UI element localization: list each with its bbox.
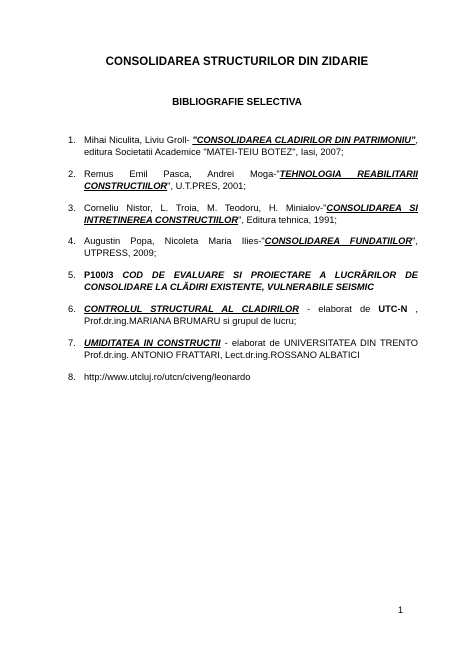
bibliography-list (68, 135, 418, 394)
entry-authors: Mihai Niculita, Liviu Groll- (84, 135, 193, 145)
entry-connector: - elaborat de (299, 304, 379, 315)
entry-publication: ", Editura tehnica, 1991; (238, 214, 338, 225)
entry-title: COD DE EVALUARE SI PROIECTARE A LUCRĂRILOR DE CONSOLIDARE LA CLĂDIRI EXISTENTE, VULNERABILE SEISMIC (84, 270, 418, 293)
bibliography-entry (68, 372, 418, 384)
entry-number: 7. (68, 337, 76, 348)
entry-title: "CONSOLIDAREA CLADIRILOR DIN PATRIMONIU" (192, 135, 416, 145)
bibliography-entry (68, 338, 418, 362)
entry-authors: Augustin Popa, Nicoleta Maria Ilies-" (84, 236, 265, 247)
entry-publication: , Prof.dr.ing.MARIANA BRUMARU si grupul de lucru; (84, 304, 418, 326)
entry-title: CONTROLUL STRUCTURAL AL CLADIRILOR (84, 304, 300, 315)
bibliography-entry (68, 236, 418, 260)
entry-link[interactable]: http://www.utcluj.ro/utcn/civeng/leonardo (84, 371, 251, 382)
bibliography-entry (68, 270, 418, 294)
entry-number: 1. (68, 135, 76, 145)
section-heading: BIBLIOGRAFIE SELECTIVA (172, 97, 302, 108)
entry-number: 4. (68, 236, 76, 247)
entry-number: 3. (68, 202, 76, 213)
entry-authors: Remus Emil Pasca, Andrei Moga-" (84, 168, 280, 179)
bibliography-entry (68, 304, 418, 328)
entry-title: UMIDITATEA IN CONSTRUCTII (84, 337, 221, 348)
entry-publication: - elaborat de UNIVERSITATEA DIN TRENTO Prof.dr.ing. ANTONIO FRATTARI, Lect.dr.ing.ROSSANO ALBATICI (84, 337, 418, 360)
entry-title: TEHNOLOGIA REABILITARII CONSTRUCTIILOR (84, 168, 418, 191)
bibliography-entry (68, 135, 418, 159)
entry-publication: ", UTPRESS, 2009; (84, 236, 418, 259)
entry-number: 8. (68, 371, 76, 382)
entry-code: P100/3 (84, 270, 123, 281)
bibliography-entry (68, 169, 418, 193)
entry-number: 5. (68, 270, 76, 281)
page-number: 1 (398, 605, 404, 615)
entry-title: CONSOLIDAREA FUNDATIILOR (264, 236, 413, 247)
entry-number: 6. (68, 304, 76, 315)
entry-number: 2. (68, 168, 76, 179)
entry-organization: UTC-N (378, 304, 408, 315)
document-title: CONSOLIDAREA STRUCTURILOR DIN ZIDARIE (105, 56, 369, 68)
entry-publication: ", U.T.PRES, 2001; (167, 180, 246, 191)
entry-publication: , editura Societatii Academice "MATEI-TEIU BOTEZ", Iasi, 2007; (84, 135, 418, 157)
entry-authors: Corneliu Nistor, L. Troia, M. Teodoru, H. Minialov-" (84, 202, 327, 213)
bibliography-entry (68, 203, 418, 227)
entry-title: CONSOLIDAREA SI INTRETINEREA CONSTRUCTIILOR (84, 202, 418, 225)
